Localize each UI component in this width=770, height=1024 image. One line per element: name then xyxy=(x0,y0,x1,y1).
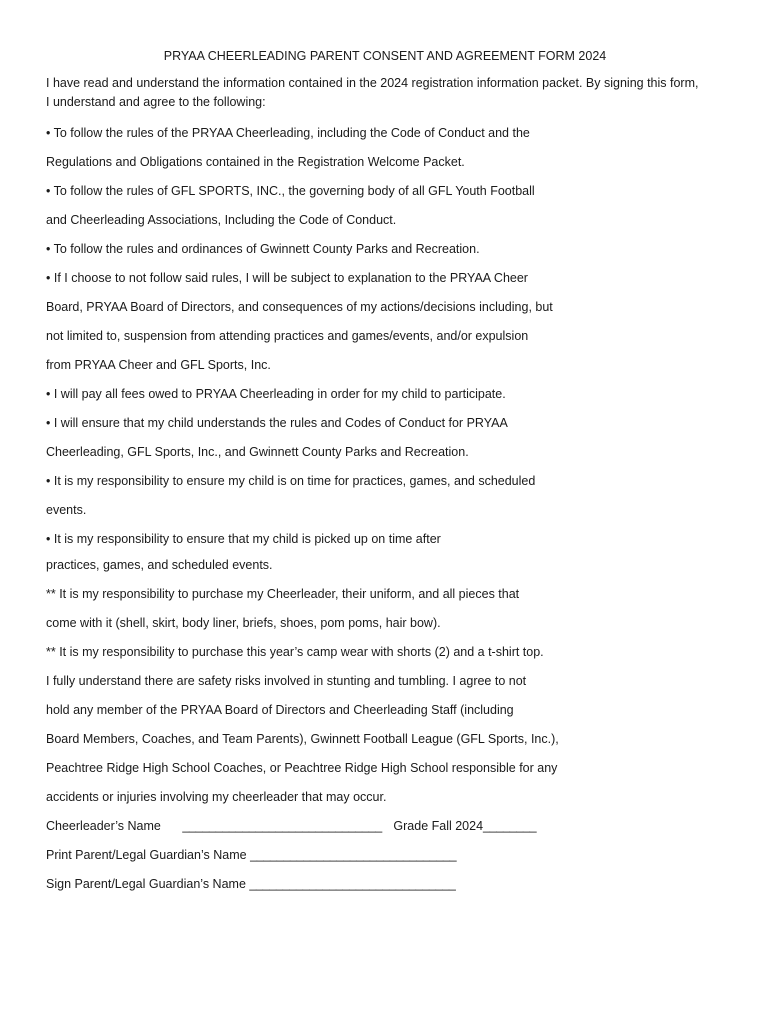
body-line: • If I choose to not follow said rules, I will be subject to explanation to the PRYAA Cheer xyxy=(46,271,528,285)
body-line: Board Members, Coaches, and Team Parents), Gwinnett Football League (GFL Sports, Inc.), xyxy=(46,732,559,746)
sign-parent-row xyxy=(46,877,456,891)
body-line: from PRYAA Cheer and GFL Sports, Inc. xyxy=(46,358,271,372)
print-parent-row xyxy=(46,848,456,862)
form-title: PRYAA CHEERLEADING PARENT CONSENT AND AGREEMENT FORM 2024 xyxy=(163,49,607,63)
body-line: Board, PRYAA Board of Directors, and consequences of my actions/decisions including, but xyxy=(46,300,553,314)
grade-label: Grade Fall 2024 xyxy=(393,819,484,833)
body-line: Cheerleading, GFL Sports, Inc., and Gwinnett County Parks and Recreation. xyxy=(46,445,469,459)
intro-line-1: I have read and understand the information contained in the 2024 registration information packet. By signing this form, xyxy=(46,76,699,90)
intro-paragraph xyxy=(46,74,736,112)
cheerleader-name-field[interactable]: ______________________________ xyxy=(182,819,382,833)
body-line: hold any member of the PRYAA Board of Directors and Cheerleading Staff (including xyxy=(46,703,514,717)
body-line: • I will ensure that my child understands the rules and Codes of Conduct for PRYAA xyxy=(46,416,508,430)
body-line: not limited to, suspension from attending practices and games/events, and/or expulsion xyxy=(46,329,529,343)
grade-field[interactable]: ________ xyxy=(483,819,537,833)
body-line: • It is my responsibility to ensure that my child is picked up on time after xyxy=(46,532,441,546)
intro-line-2: I understand and agree to the following: xyxy=(46,95,266,109)
body-line: Regulations and Obligations contained in the Registration Welcome Packet. xyxy=(46,155,465,169)
body-line: • It is my responsibility to ensure my child is on time for practices, games, and scheduled xyxy=(46,474,536,488)
body-line: • To follow the rules and ordinances of Gwinnett County Parks and Recreation. xyxy=(46,242,480,256)
body-line: and Cheerleading Associations, Including the Code of Conduct. xyxy=(46,213,397,227)
sign-parent-label: Sign Parent/Legal Guardian’s Name xyxy=(46,877,246,891)
body-line: • I will pay all fees owed to PRYAA Cheerleading in order for my child to participate. xyxy=(46,387,506,401)
sign-parent-field[interactable]: _______________________________ xyxy=(249,877,456,891)
cheerleader-name-row xyxy=(46,819,536,833)
body-line: ** It is my responsibility to purchase this year’s camp wear with shorts (2) and a t-shirt top. xyxy=(46,645,544,659)
print-parent-label: Print Parent/Legal Guardian’s Name xyxy=(46,848,247,862)
body-line: events. xyxy=(46,503,87,517)
body-line: Peachtree Ridge High School Coaches, or Peachtree Ridge High School responsible for any xyxy=(46,761,558,775)
body-line: • To follow the rules of the PRYAA Cheerleading, including the Code of Conduct and the xyxy=(46,126,530,140)
cheerleader-name-label: Cheerleader’s Name xyxy=(46,819,161,833)
body-line: I fully understand there are safety risks involved in stunting and tumbling. I agree to not xyxy=(46,674,527,688)
body-line: ** It is my responsibility to purchase my Cheerleader, their uniform, and all pieces that xyxy=(46,587,520,601)
body-line: • To follow the rules of GFL SPORTS, INC., the governing body of all GFL Youth Football xyxy=(46,184,535,198)
body-line: come with it (shell, skirt, body liner, briefs, shoes, pom poms, hair bow). xyxy=(46,616,441,630)
body-line: practices, games, and scheduled events. xyxy=(46,558,273,572)
print-parent-field[interactable]: _______________________________ xyxy=(250,848,457,862)
body-line: accidents or injuries involving my cheerleader that may occur. xyxy=(46,790,387,804)
